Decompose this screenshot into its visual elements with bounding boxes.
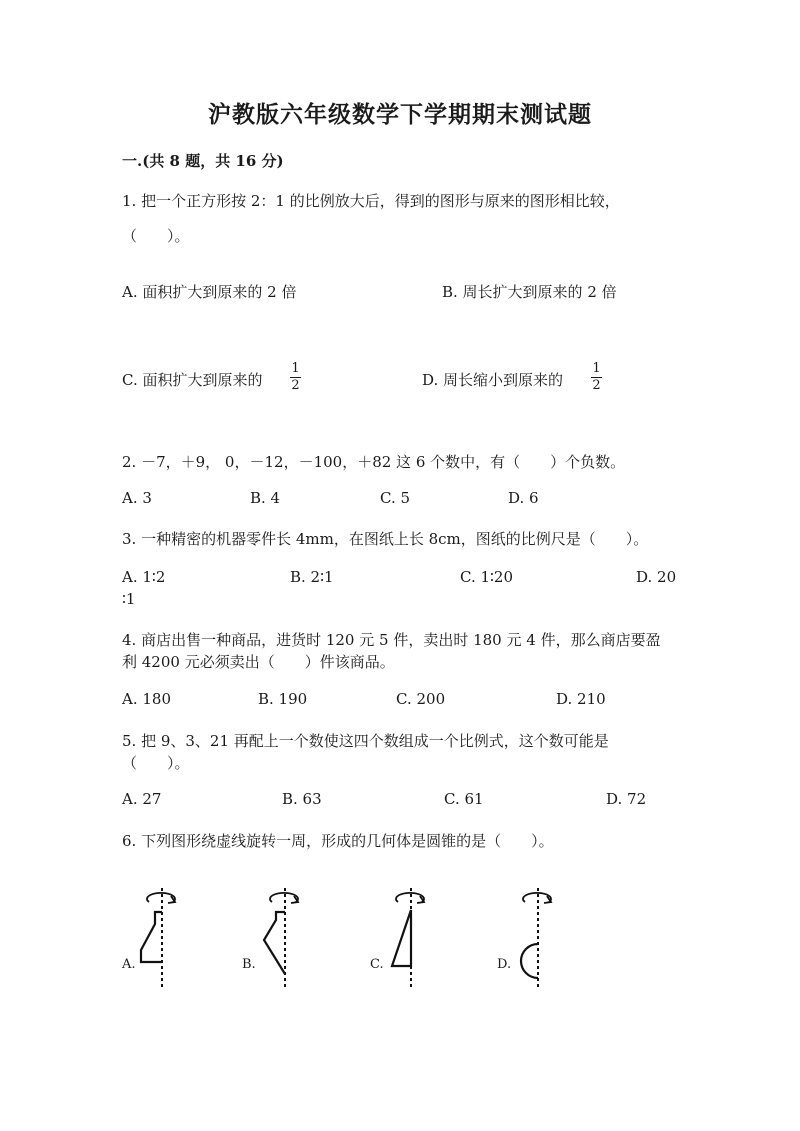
q1-option-c-fraction	[290, 362, 301, 393]
q4-option-b: B. 190	[258, 690, 308, 708]
q4-option-c: C. 200	[396, 690, 446, 708]
q5-option-a: A. 27	[122, 790, 162, 808]
q3-option-d-continued: ∶1	[122, 590, 136, 608]
q6-figure-a-label: A.	[122, 957, 136, 972]
q1-option-a: A. 面积扩大到原来的 2 倍	[122, 283, 297, 301]
q5-option-b: B. 63	[282, 790, 322, 808]
q6-figure-a	[135, 882, 195, 992]
q2-option-b: B. 4	[250, 489, 281, 507]
section-heading: 一.(共 8 题，共 16 分)	[122, 152, 284, 170]
q3-option-c: C. 1∶20	[460, 568, 514, 586]
fraction-numerator: 1	[291, 361, 300, 376]
q2-stem: 2. －7，＋9， 0，－12，－100，＋82 这 6 个数中，有（ ）个负数。	[122, 453, 626, 471]
q5-option-d: D. 72	[606, 790, 647, 808]
q4-option-a: A. 180	[122, 690, 171, 708]
q2-option-a: A. 3	[122, 489, 152, 507]
shape-outline	[392, 910, 411, 966]
q3-option-b: B. 2∶1	[290, 568, 334, 586]
q3-option-a: A. 1∶2	[122, 568, 166, 586]
q4-stem-line1: 4. 商店出售一种商品，进货时 120 元 5 件，卖出时 180 元 4 件，那么商店要盈	[122, 631, 661, 649]
q5-stem-line1: 5. 把 9、3、21 再配上一个数使这四个数组成一个比例式，这个数可能是	[122, 732, 609, 750]
q1-option-c: C. 面积扩大到原来的	[122, 371, 263, 389]
q1-option-d-fraction	[591, 362, 602, 393]
fraction-numerator: 1	[592, 361, 601, 376]
q5-option-c: C. 61	[444, 790, 484, 808]
q3-option-d: D. 20	[636, 568, 677, 586]
fraction-denominator: 2	[291, 378, 300, 393]
q4-stem-line2: 利 4200 元必须卖出（ ）件该商品。	[122, 653, 395, 671]
shape-outline	[264, 912, 285, 974]
q1-stem-line2: （ ）。	[122, 227, 190, 245]
q6-stem: 6. 下列图形绕虚线旋转一周，形成的几何体是圆锥的是（ ）。	[122, 832, 554, 850]
q6-figure-c	[384, 882, 444, 992]
shape-outline	[141, 912, 162, 962]
q4-option-d: D. 210	[556, 690, 606, 708]
page-title: 沪教版六年级数学下学期期末测试题	[208, 101, 592, 128]
q5-stem-line2: （ ）。	[122, 754, 190, 772]
q6-figure-d	[511, 882, 571, 992]
fraction-denominator: 2	[592, 378, 601, 393]
q2-option-c: C. 5	[380, 489, 411, 507]
q3-stem: 3. 一种精密的机器零件长 4mm，在图纸上长 8cm，图纸的比例尺是（ ）。	[122, 530, 649, 548]
q6-figure-b	[258, 882, 318, 992]
q6-figure-d-label: D.	[497, 957, 512, 972]
q1-option-d: D. 周长缩小到原来的	[422, 371, 564, 389]
q6-figure-b-label: B.	[242, 957, 256, 972]
q2-option-d: D. 6	[508, 489, 539, 507]
shape-outline	[521, 944, 538, 978]
q1-stem-line1: 1. 把一个正方形按 2：1 的比例放大后，得到的图形与原来的图形相比较，	[122, 192, 620, 210]
q1-option-b: B. 周长扩大到原来的 2 倍	[442, 283, 617, 301]
q6-figure-c-label: C.	[370, 957, 384, 972]
